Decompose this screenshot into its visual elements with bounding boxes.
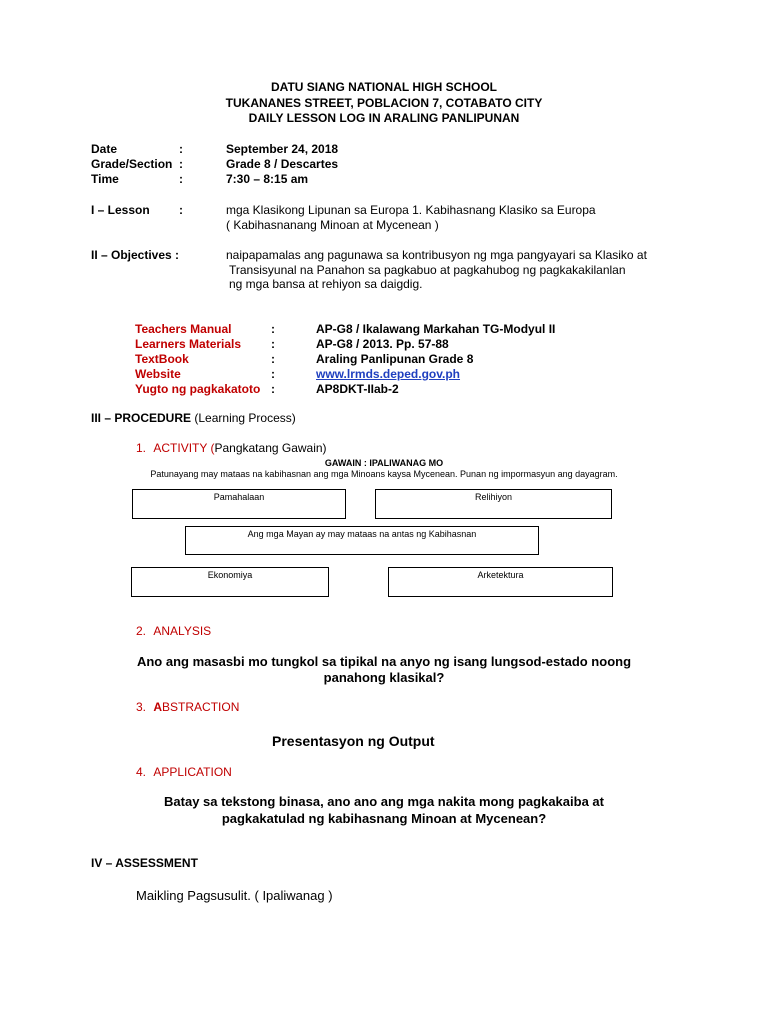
time-colon: : (179, 172, 183, 186)
date-label: Date (91, 142, 118, 156)
application-label: APPLICATION (153, 765, 232, 779)
lesson-colon: : (179, 203, 183, 217)
resource-colon: : (271, 382, 275, 396)
resource-label-textbook: TextBook (135, 352, 189, 366)
analysis-question-line-1: Ano ang masasbi mo tungkol sa tipikal na anyo ng isang lungsod-estado noong (136, 654, 632, 669)
time-value: 7:30 – 8:15 am (226, 172, 309, 186)
diagram-box-relihiyon: Relihiyon (375, 489, 612, 519)
objectives-label: II – Objectives : (91, 248, 180, 262)
application-heading (136, 765, 232, 779)
abstraction-heading (136, 700, 239, 714)
procedure-heading-bold: III – PROCEDURE (91, 411, 192, 425)
school-name: DATU SIANG NATIONAL HIGH SCHOOL (271, 80, 497, 94)
assessment-heading: IV – ASSESSMENT (91, 856, 198, 870)
resource-value-yugto: AP8DKT-IIab-2 (316, 382, 399, 396)
diagram-box-center: Ang mga Mayan ay may mataas na antas ng Kabihasnan (185, 526, 539, 555)
activity-heading (136, 441, 327, 455)
resource-label-teachers-manual: Teachers Manual (135, 322, 232, 336)
resource-value-learners-materials: AP-G8 / 2013. Pp. 57-88 (316, 337, 449, 351)
diagram-box-ekonomiya: Ekonomiya (131, 567, 329, 597)
resource-colon: : (271, 352, 275, 366)
resource-label-yugto: Yugto ng pagkakatoto (135, 382, 261, 396)
gawain-title: GAWAIN : IPALIWANAG MO (324, 458, 444, 468)
grade-label: Grade/Section (91, 157, 173, 171)
grade-colon: : (179, 157, 183, 171)
objectives-line-1: naipapamalas ang pagunawa sa kontribusyon ng mga pangyayari sa Klasiko at (226, 248, 647, 262)
activity-number: 1. (136, 441, 147, 455)
school-address: TUKANANES STREET, POBLACION 7, COTABATO CITY (225, 96, 543, 110)
analysis-question-line-2: panahong klasikal? (323, 670, 445, 685)
procedure-heading (91, 411, 296, 425)
diagram-box-pamahalaan: Pamahalaan (132, 489, 346, 519)
activity-description: Pangkatang Gawain) (214, 441, 327, 455)
abstraction-initial: A (153, 700, 163, 714)
resource-value-teachers-manual: AP-G8 / Ikalawang Markahan TG-Modyul II (316, 322, 556, 336)
assessment-text: Maikling Pagsusulit. ( Ipaliwanag ) (136, 888, 333, 903)
abstraction-label: BSTRACTION (162, 700, 240, 714)
lesson-line-2: ( Kabihasnanang Minoan at Mycenean ) (226, 218, 439, 232)
resource-label-learners-materials: Learners Materials (135, 337, 242, 351)
lesson-line-1: mga Klasikong Lipunan sa Europa 1. Kabihasnang Klasiko sa Europa (226, 203, 596, 217)
grade-value: Grade 8 / Descartes (226, 157, 339, 171)
time-label: Time (91, 172, 119, 186)
resource-colon: : (271, 322, 275, 336)
objectives-line-2: Transisyunal na Panahon sa pagkabuo at pagkahubog ng pagkakakilanlan (229, 263, 626, 277)
application-question-line-1: Batay sa tekstong binasa, ano ano ang mga nakita mong pagkakaiba at (164, 794, 604, 809)
procedure-heading-rest: (Learning Process) (194, 411, 296, 425)
lesson-label: I – Lesson (91, 203, 150, 217)
website-link[interactable]: www.lrmds.deped.gov.ph (316, 367, 461, 381)
analysis-heading (136, 624, 211, 638)
resource-colon: : (271, 337, 275, 351)
application-number: 4. (136, 765, 147, 779)
activity-label: ACTIVITY ( (153, 441, 215, 455)
date-colon: : (179, 142, 183, 156)
objectives-line-3: ng mga bansa at rehiyon sa daigdig. (229, 277, 423, 291)
analysis-number: 2. (136, 624, 147, 638)
application-question-line-2: pagkakatulad ng kabihasnang Minoan at Mycenean? (221, 811, 547, 826)
gawain-instruction: Patunayang may mataas na kabihasnan ang mga Minoans kaysa Mycenean. Punan ng impormasyun ang dayagram. (150, 469, 618, 479)
presentation-text: Presentasyon ng Output (272, 733, 435, 749)
analysis-label: ANALYSIS (153, 624, 212, 638)
resource-label-website: Website (135, 367, 181, 381)
resource-colon: : (271, 367, 275, 381)
resource-value-textbook: Araling Panlipunan Grade 8 (316, 352, 474, 366)
log-title: DAILY LESSON LOG IN ARALING PANLIPUNAN (248, 111, 520, 125)
abstraction-number: 3. (136, 700, 147, 714)
date-value: September 24, 2018 (226, 142, 339, 156)
diagram-box-arketektura: Arketektura (388, 567, 613, 597)
